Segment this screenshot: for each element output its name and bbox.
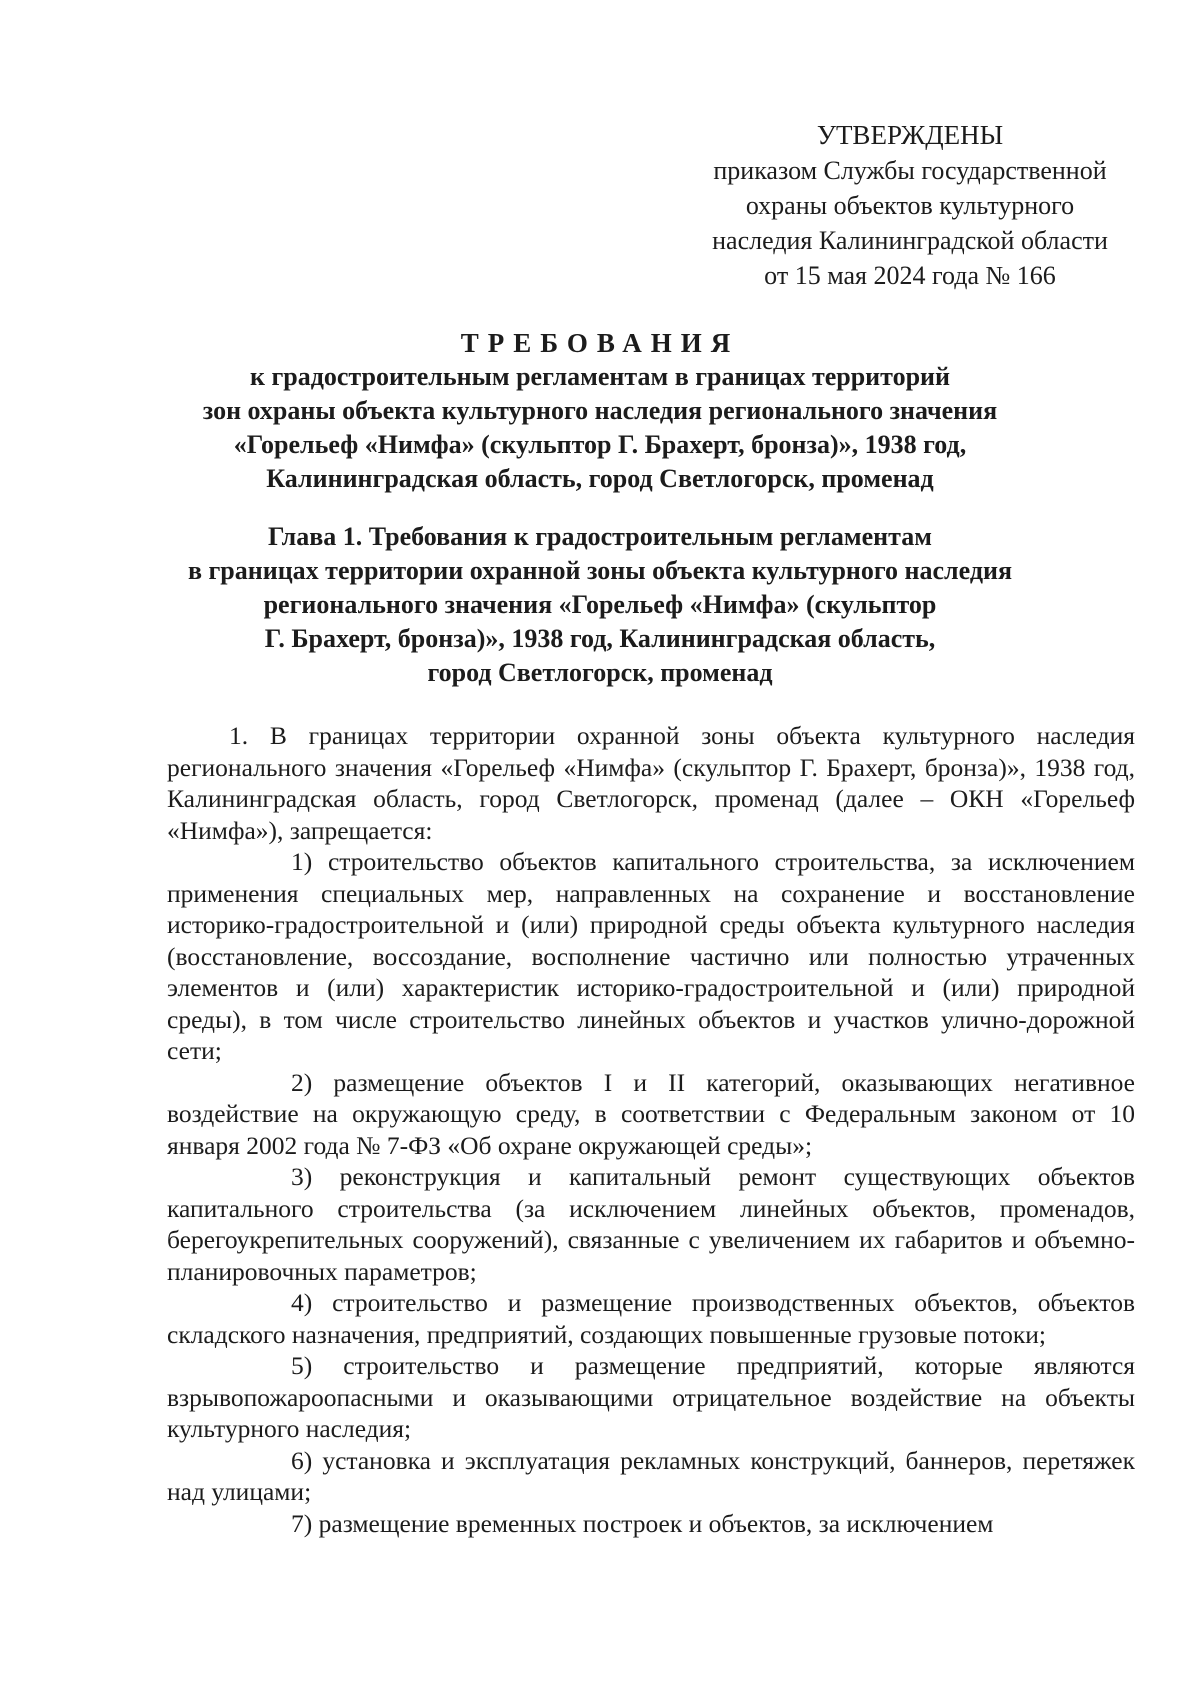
document-title: ТРЕБОВАНИЯ bbox=[460, 328, 740, 358]
list-item-text: строительство и размещение предприятий, которые являются взрывопожароопасными и оказывающими отрицательное воздействие на объекты культурного наследия; bbox=[167, 1351, 1135, 1443]
list-item-number: 4) bbox=[291, 1288, 313, 1317]
chapter-heading-line: Глава 1. Требования к градостроительным регламентам bbox=[268, 522, 932, 551]
chapter-heading-line: регионального значения «Горельеф «Нимфа» (скульптор bbox=[263, 590, 937, 619]
list-item bbox=[167, 1350, 1135, 1445]
chapter-heading bbox=[150, 520, 1050, 690]
body-text bbox=[167, 720, 1135, 1539]
list-item-number: 7) bbox=[291, 1508, 313, 1538]
approval-line: наследия Калининградской области bbox=[712, 226, 1108, 255]
document-subtitle-line: зон охраны объекта культурного наследия регионального значения bbox=[202, 396, 998, 425]
approval-title: УТВЕРЖДЕНЫ bbox=[816, 120, 1004, 150]
list-item bbox=[167, 1508, 1135, 1540]
document-subtitle-line: к градостроительным регламентам в границах территорий bbox=[249, 362, 951, 391]
approval-stamp bbox=[680, 118, 1140, 293]
list-item-text: размещение объектов I и II категорий, оказывающих негативное воздействие на окружающую среду, в соответствии с Федеральным законом от 10 января 2002 года № 7-ФЗ «Об охране окружающей среды»; bbox=[167, 1067, 1136, 1160]
chapter-heading-line: город Светлогорск, променад bbox=[427, 658, 773, 687]
list-item bbox=[167, 1067, 1135, 1162]
list-item bbox=[167, 846, 1135, 1067]
list-item-number: 3) bbox=[291, 1162, 313, 1191]
document-title-block bbox=[150, 326, 1050, 496]
approval-line: приказом Службы государственной bbox=[713, 156, 1107, 185]
list-item-text: размещение временных построек и объектов, за исключением bbox=[318, 1508, 994, 1538]
list-item bbox=[167, 1161, 1135, 1287]
document-subtitle-line: «Горельеф «Нимфа» (скульптор Г. Брахерт, бронза)», 1938 год, bbox=[233, 430, 967, 459]
intro-paragraph: 1. В границах территории охранной зоны объекта культурного наследия регионального значения «Горельеф «Нимфа» (скульптор Г. Брахерт, бронза)», 1938 год, Калининградская область, город Светлогорск, променад (далее – ОКН «Горельеф «Нимфа»), запрещается: bbox=[167, 721, 1135, 845]
approval-line: охраны объектов культурного bbox=[745, 191, 1075, 220]
list-item-text: реконструкция и капитальный ремонт существующих объектов капитального строительства (за исключением линейных объектов, променадов, берегоукрепительных сооружений), связанные с увеличением их габаритов и объемно-планировочных параметров; bbox=[167, 1162, 1136, 1286]
list-item-number: 5) bbox=[291, 1351, 313, 1380]
list-item-number: 1) bbox=[291, 847, 313, 876]
list-item-text: установка и эксплуатация рекламных конструкций, баннеров, перетяжек над улицами; bbox=[167, 1445, 1136, 1506]
list-item-number: 2) bbox=[291, 1067, 313, 1097]
document-subtitle-line: Калининградская область, город Светлогорск, променад bbox=[266, 464, 934, 493]
list-item-number: 6) bbox=[291, 1445, 313, 1475]
chapter-heading-line: в границах территории охранной зоны объекта культурного наследия bbox=[187, 556, 1013, 585]
approval-line: от 15 мая 2024 года № 166 bbox=[764, 261, 1056, 290]
list-item-text: строительство объектов капитального строительства, за исключением применения специальных мер, направленных на сохранение и восстановление историко-градостроительной и (или) природной среды объекта культурного наследия (восстановление, воссоздание, восполнение частично или полностью утраченных элементов и (или) характеристик историко-градостроительной и (или) природной среды), в том числе строительство линейных объектов и участков улично-дорожной сети; bbox=[167, 847, 1136, 1065]
list-item-text: строительство и размещение производственных объектов, объектов складского назначения, предприятий, создающих повышенные грузовые потоки; bbox=[167, 1288, 1135, 1349]
chapter-heading-line: Г. Брахерт, бронза)», 1938 год, Калининградская область, bbox=[264, 624, 936, 653]
list-item bbox=[167, 1445, 1135, 1508]
list-item bbox=[167, 1287, 1135, 1350]
